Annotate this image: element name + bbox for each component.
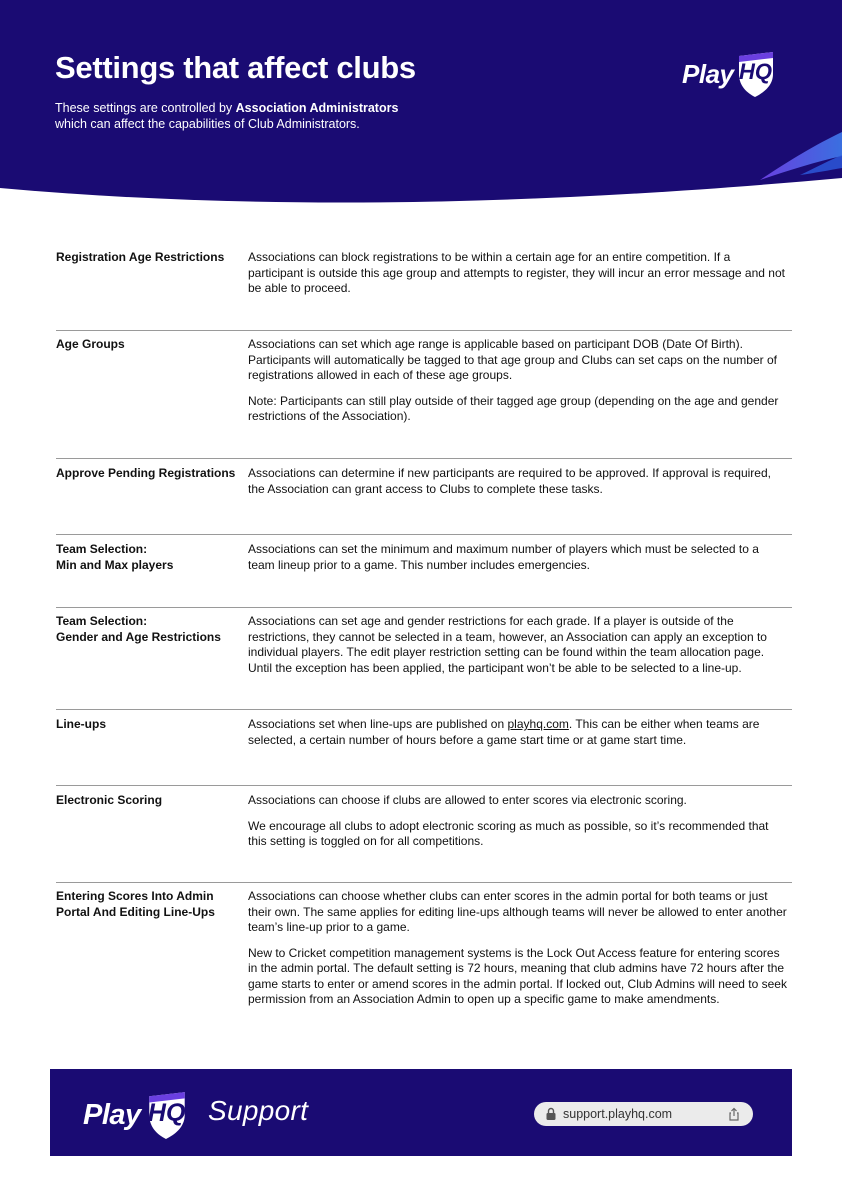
setting-description	[248, 717, 788, 748]
page-footer	[50, 1069, 792, 1156]
setting-paragraph	[248, 717, 788, 748]
page-header	[0, 0, 842, 215]
setting-label: Registration Age Restrictions	[56, 250, 225, 264]
setting-description	[248, 542, 788, 573]
divider	[56, 534, 792, 535]
shield-icon	[142, 1090, 192, 1140]
setting-description	[248, 466, 788, 497]
setting-label	[56, 542, 241, 573]
url-text: support.playhq.com	[563, 1107, 673, 1121]
setting-label: Age Groups	[56, 337, 125, 351]
playhq-logo	[682, 50, 777, 98]
setting-label-line: Min and Max players	[56, 557, 174, 572]
setting-description	[248, 793, 788, 850]
setting-paragraph: Associations can block registrations to be within a certain age for an entire competition. If a participant is outside this age group and attempts to register, they will incur an error message and not be able to proceed.	[248, 250, 785, 295]
setting-description	[248, 889, 788, 1008]
subtitle-text-2: which can affect the capabilities of Club Administrators.	[55, 117, 360, 131]
logo-play-text: Play	[682, 58, 734, 89]
setting-paragraph: Associations can choose if clubs are allowed to enter scores via electronic scoring.	[248, 793, 687, 807]
shield-icon	[735, 50, 777, 98]
subtitle-text: These settings are controlled by	[55, 101, 236, 115]
divider	[56, 607, 792, 608]
setting-label-line: Portal And Editing Line-Ups	[56, 904, 215, 919]
divider	[56, 785, 792, 786]
setting-paragraph: Associations can set age and gender restrictions for each grade. If a player is outside of the restrictions, they cannot be selected in a team, however, an Association can apply an exception to individual players. The edit player restriction setting can be found within the team allocation page. Until the exception has been applied, the participant won’t be able to be selected to a line-up.	[248, 614, 767, 675]
setting-paragraph: Associations can set which age range is applicable based on participant DOB (Date Of Birth). Participants will automatically be tagged to that age group and Clubs can set caps on the number of registrations allowed in each of these age groups.	[248, 337, 777, 382]
setting-text: . This can be either when teams are selected, a certain number of hours before a game start time or at game start time.	[248, 717, 760, 747]
support-label: Support	[208, 1095, 309, 1126]
page-subtitle	[55, 100, 475, 132]
setting-paragraph: Associations can set the minimum and maximum number of players which must be selected to a team lineup prior to a game. This number includes emergencies.	[248, 542, 759, 572]
setting-description	[248, 337, 788, 425]
setting-label	[56, 614, 241, 645]
divider	[56, 709, 792, 710]
divider	[56, 330, 792, 331]
playhq-link[interactable]: playhq.com	[507, 717, 569, 731]
setting-text: Associations set when line-ups are published on	[248, 717, 508, 731]
setting-paragraph: New to Cricket competition management systems is the Lock Out Access feature for entering scores in the admin portal. The default setting is 72 hours, meaning that club admins have 72 hours after the game starts to enter or amend scores in the admin portal. If locked out, Club Admins will need to seek permission from an Association Admin to open up a specific game to make amendments.	[248, 945, 787, 1006]
setting-label	[56, 889, 241, 920]
url-bar[interactable]	[534, 1102, 753, 1126]
divider	[56, 458, 792, 459]
setting-label: Line-ups	[56, 717, 106, 731]
setting-paragraph: We encourage all clubs to adopt electronic scoring as much as possible, so it’s recommended that this setting is toggled on for all competitions.	[248, 818, 769, 848]
setting-label: Approve Pending Registrations	[56, 466, 236, 480]
logo-hq-text: HQ	[739, 59, 772, 84]
logo-hq-text: HQ	[147, 1099, 186, 1127]
logo-play-text: Play	[83, 1098, 141, 1131]
setting-label: Electronic Scoring	[56, 793, 163, 807]
setting-description	[248, 614, 788, 676]
setting-label-line: Gender and Age Restrictions	[56, 629, 221, 644]
subtitle-bold: Association Administrators	[235, 101, 399, 115]
setting-paragraph: Associations can choose whether clubs can enter scores in the admin portal for both teams or just their own. The same applies for editing line-ups although teams will never be allowed to enter another team’s line-up prior to a game.	[248, 889, 787, 934]
setting-label-line: Entering Scores Into Admin	[56, 889, 214, 903]
setting-description	[248, 250, 788, 297]
divider	[56, 882, 792, 883]
lock-icon	[545, 1107, 557, 1121]
setting-label-line: Team Selection:	[56, 614, 148, 628]
setting-paragraph: Associations can determine if new participants are required to be approved. If approval is required, the Association can grant access to Clubs to complete these tasks.	[248, 466, 771, 496]
share-icon[interactable]	[727, 1107, 741, 1121]
setting-paragraph: Note: Participants can still play outside of their tagged age group (depending on the age and gender restrictions of the Association).	[248, 393, 779, 423]
playhq-footer-logo	[83, 1090, 192, 1140]
setting-label-line: Team Selection:	[56, 542, 148, 556]
page-title: Settings that affect clubs	[55, 50, 416, 85]
